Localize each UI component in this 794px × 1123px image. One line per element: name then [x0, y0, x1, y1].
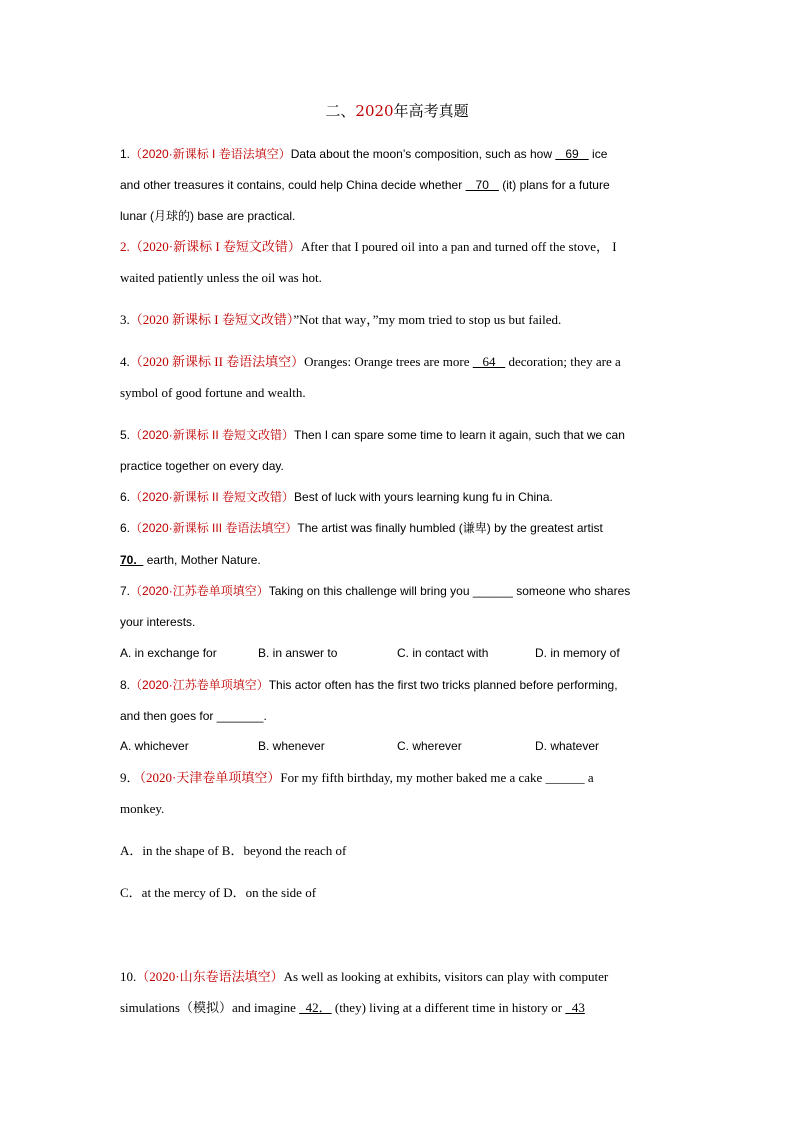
q7-option-b: B. in answer to: [258, 646, 338, 660]
q8-option-c: C. wherever: [397, 739, 462, 753]
page-title: [0, 100, 794, 121]
q10-text: As well as looking at exhibits, visitors can play with computer: [283, 969, 609, 984]
q8-option-a: A. whichever: [120, 739, 189, 753]
q10-text: simulations（模拟）and imagine: [120, 1000, 300, 1015]
q6b-line-2: [120, 552, 261, 568]
q1-text: ice: [588, 147, 608, 161]
q5-text: Then I can spare some time to learn it again, such that we can: [294, 428, 625, 442]
q5-line-2: practice together on every day.: [120, 459, 284, 473]
q4-line-1: [120, 354, 621, 370]
q7-option-c: C. in contact with: [397, 646, 489, 660]
q3-number: 3.: [120, 312, 130, 327]
q2-text: After that I poured oil into a pan and turned off the stove， I: [300, 239, 617, 254]
q6a-source-tag: （2020·新课标 II 卷短文改错）: [130, 490, 295, 504]
q9-options-ab: A．in the shape of B．beyond the reach of: [120, 843, 347, 858]
q7-option-d: D. in memory of: [535, 646, 620, 660]
q1-source-tag: （2020·新课标 I 卷语法填空）: [130, 147, 291, 161]
q6a-line-1: [120, 489, 553, 505]
q7-line-1: [120, 583, 630, 599]
q7-source-tag: （2020·江苏卷单项填空）: [130, 584, 269, 598]
q8-text: This actor often has the first two tricks planned before performing,: [268, 678, 618, 692]
q8-line-2: and then goes for _______.: [120, 709, 267, 723]
title-year: 2020: [355, 102, 394, 120]
q8-line-1: [120, 677, 618, 693]
q1-blank-70: 70: [465, 178, 499, 192]
q3-line-1: [120, 312, 561, 328]
q2-source-tag: （2020·新课标 I 卷短文改错）: [129, 239, 301, 254]
q10-number: 10.: [120, 969, 137, 984]
q1-line-2: [120, 177, 610, 193]
q8-number: 8.: [120, 678, 131, 692]
q6b-source-tag: （2020·新课标 III 卷语法填空）: [130, 521, 298, 535]
q9-line-2: monkey.: [120, 801, 165, 816]
q2-number: 2.: [120, 239, 130, 254]
q4-text: decoration; they are a: [505, 354, 621, 369]
q8-source-tag: （2020·江苏卷单项填空）: [130, 678, 269, 692]
q9-options-cd: C．at the mercy of D．on the side of: [120, 885, 317, 900]
q7-line-2: your interests.: [120, 615, 196, 629]
q9-line-1: [120, 770, 594, 786]
q10-text: (they) living at a different time in history or: [331, 1000, 566, 1015]
q8-option-d: D. whatever: [535, 739, 600, 753]
q5-line-1: [120, 427, 625, 443]
q4-blank-64: 64: [472, 354, 506, 369]
q1-text: and other treasures it contains, could help China decide whether: [120, 178, 466, 192]
q2-line-1: [120, 239, 617, 255]
q3-source-tag: （2020 新课标 I 卷短文改错）: [129, 312, 294, 327]
q3-text: ”Not that way，”my mom tried to stop us but failed.: [293, 312, 562, 327]
q5-number: 5.: [120, 428, 131, 442]
q4-source-tag: （2020 新课标 II 卷语法填空）: [129, 354, 305, 369]
title-prefix: 二、: [325, 102, 356, 120]
q6a-number: 6.: [120, 490, 131, 504]
q6b-text: The artist was finally humbled (谦卑) by the greatest artist: [297, 521, 603, 535]
q7-text: Taking on this challenge will bring you ______ someone who shares: [268, 584, 631, 598]
q6b-number: 6.: [120, 521, 131, 535]
q6a-text: Best of luck with yours learning kung fu in China.: [294, 490, 553, 504]
q10-blank-42: 42．: [299, 1000, 332, 1015]
q1-blank-69: 69: [555, 147, 589, 161]
q9-source-tag: （2020·天津卷单项填空）: [139, 770, 281, 785]
q7-number: 7.: [120, 584, 131, 598]
q9-number: 9．: [120, 770, 140, 785]
q10-source-tag: （2020·山东卷语法填空）: [136, 969, 284, 984]
q10-line-2: [120, 1000, 585, 1016]
q5-source-tag: （2020·新课标 II 卷短文改错）: [130, 428, 295, 442]
q10-line-1: [120, 969, 608, 985]
q6b-line-1: [120, 520, 603, 536]
q4-line-2: symbol of good fortune and wealth.: [120, 385, 306, 400]
q4-text: Oranges: Orange trees are more: [304, 354, 473, 369]
q1-line-3: lunar (月球的) base are practical.: [120, 209, 296, 223]
q4-number: 4.: [120, 354, 130, 369]
q6b-blank-70: 70.: [120, 553, 144, 567]
q9-text: For my fifth birthday, my mother baked me a cake ______ a: [280, 770, 594, 785]
q1-number: 1.: [120, 147, 131, 161]
q6b-text: earth, Mother Nature.: [143, 553, 261, 567]
q1-text: (it) plans for a future: [498, 178, 610, 192]
q7-option-a: A. in exchange for: [120, 646, 217, 660]
q1-text: Data about the moon’s composition, such as how: [290, 147, 556, 161]
q8-option-b: B. whenever: [258, 739, 325, 753]
title-suffix: 年高考真题: [393, 102, 469, 120]
q10-blank-43: 43: [565, 1000, 585, 1015]
q2-line-2: waited patiently unless the oil was hot.: [120, 270, 322, 285]
q1-line-1: [120, 146, 607, 162]
